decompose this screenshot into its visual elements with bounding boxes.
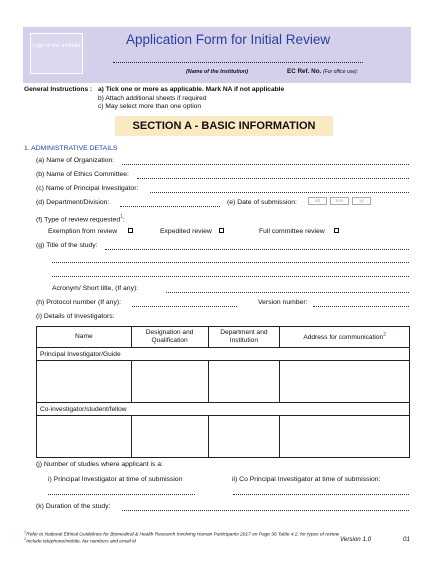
department-field[interactable] [120, 206, 220, 207]
co-address-cell[interactable] [280, 416, 410, 458]
ethics-committee-label: (b) Name of Ethics Committee: [36, 171, 129, 178]
expedited-label: Expedited review [160, 228, 212, 235]
copi-studies-field[interactable] [233, 494, 409, 495]
date-mm-input[interactable]: mm [330, 197, 349, 205]
institute-logo-placeholder: Logo of the Institute [30, 33, 83, 74]
pi-studies-label: i) Principal Investigator at time of submission [48, 476, 183, 483]
pi-label: (c) Name of Principal Investigator: [36, 185, 139, 192]
full-committee-label: Full committee review [259, 228, 325, 235]
num-studies-label: (j) Number of studies where applicant is a: [36, 461, 163, 468]
col-name: Name [37, 327, 132, 348]
department-label: (d) Department/Division: [36, 199, 110, 206]
form-title: Application Form for Initial Review [126, 32, 331, 47]
co-department-cell[interactable] [208, 416, 280, 458]
date-yy-input[interactable]: yy [352, 197, 371, 205]
review-type-label: (f) Type of review requested$^1$: [36, 214, 125, 224]
ethics-committee-field[interactable] [137, 178, 409, 179]
instruction-b: b) Attach additional sheets if required [98, 95, 207, 102]
full-committee-checkbox[interactable] [334, 228, 339, 233]
co-name-cell[interactable] [37, 416, 132, 458]
co-designation-cell[interactable] [131, 416, 208, 458]
pi-studies-field[interactable] [48, 494, 195, 495]
acronym-field[interactable] [166, 292, 409, 293]
instruction-a: a) Tick one or more as applicable. Mark NA if not applicable [98, 86, 285, 93]
pi-designation-cell[interactable] [131, 361, 208, 403]
col-designation: Designation and Qualification [131, 327, 208, 348]
version-field[interactable] [313, 306, 409, 307]
study-title-field-1[interactable] [105, 249, 409, 250]
section-title: SECTION A - BASIC INFORMATION [115, 116, 333, 136]
institution-name-label: (Name of the Institution) [186, 69, 248, 75]
duration-field[interactable] [122, 510, 409, 511]
date-dd-input[interactable]: dd [308, 197, 327, 205]
pi-field[interactable] [150, 192, 409, 193]
org-label: (a) Name of Organization: [36, 157, 115, 164]
acronym-label: Acronym/ Short title, (If any): [52, 285, 139, 292]
page-number: 01 [403, 536, 410, 543]
ec-ref-label: EC Ref. No. (For office use): [287, 68, 359, 75]
general-instructions-heading: General Instructions : [24, 86, 93, 93]
col-address: Address for communication$^2$ [280, 327, 410, 348]
subsection-title: 1. ADMINISTRATIVE DETAILS [24, 145, 118, 152]
protocol-label: (h) Protocol number (If any): [36, 299, 121, 306]
footnote-1: $^1$Refer to National Ethical Guidelines for Biomedical & Health Research Involving Human Participants 2017 on Page 36 Table 4.2. for types of review [24, 529, 340, 538]
study-title-label: (g) Title of the study: [36, 242, 98, 249]
duration-label: (k) Duration of the study: [36, 503, 111, 510]
org-field[interactable] [122, 164, 409, 165]
pi-address-cell[interactable] [280, 361, 410, 403]
expedited-checkbox[interactable] [219, 228, 224, 233]
version-label: Version number: [258, 299, 308, 306]
co-group-row: Co-investigator/student/fellow [37, 403, 410, 416]
col-department: Department and Institution [208, 327, 280, 348]
footnote-2: $^2$Include telephone/mobile, fax numbers and email id [24, 536, 136, 545]
copi-studies-label: ii) Co Principal Investigator at time of submission: [232, 476, 381, 483]
pi-group-row: Principal Investigator/Guide [37, 348, 410, 361]
exemption-label: Exemption from review [48, 228, 118, 235]
version-text: Version 1.0 [340, 536, 372, 543]
investigators-table [36, 326, 410, 458]
protocol-field[interactable] [132, 306, 237, 307]
study-title-field-3[interactable] [52, 276, 409, 277]
study-title-field-2[interactable] [52, 262, 409, 263]
institution-name-field[interactable] [113, 62, 363, 63]
exemption-checkbox[interactable] [128, 228, 133, 233]
pi-name-cell[interactable] [37, 361, 132, 403]
pi-department-cell[interactable] [208, 361, 280, 403]
instruction-c: c) May select more than one option [98, 103, 201, 110]
investigators-label: (i) Details of Investigators: [36, 313, 115, 320]
date-label: (e) Date of submission: [227, 199, 297, 206]
